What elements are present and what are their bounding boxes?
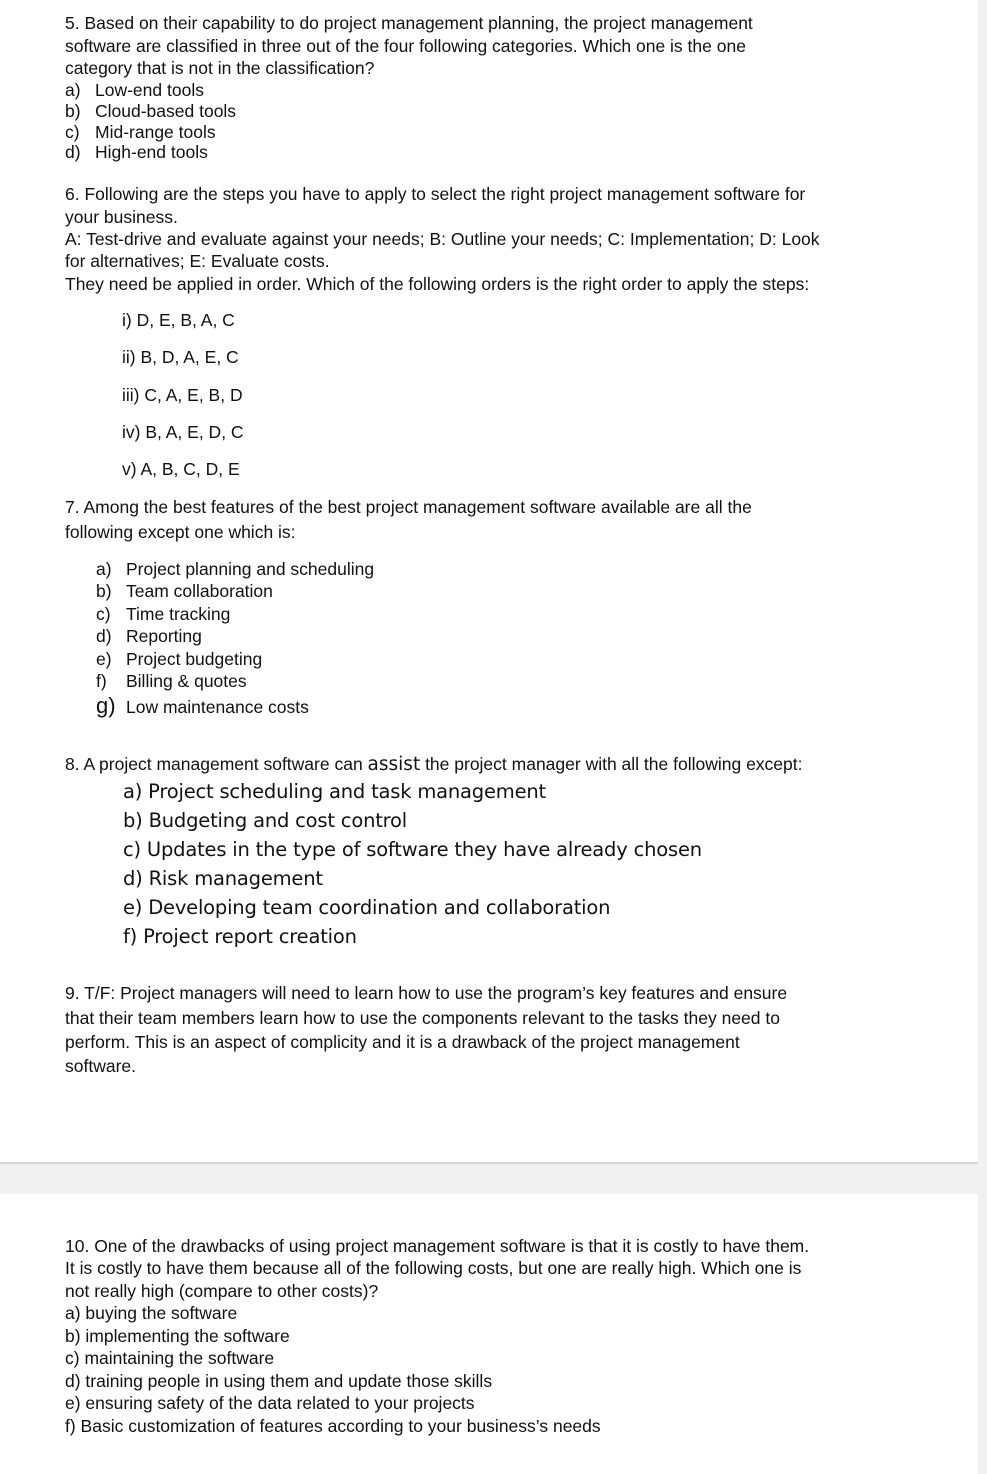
- q7-option-e-text: Project budgeting: [126, 649, 263, 669]
- q7-option-g: [96, 695, 309, 719]
- q7-option-a-text: Project planning and scheduling: [126, 559, 375, 579]
- q8-option-e: e) Developing team coordination and collaboration: [123, 896, 611, 919]
- q6-text-line-5: They need be applied in order. Which of the following orders is the right order to apply the steps:: [65, 274, 810, 294]
- q7-text-line-2: following except one which is:: [65, 522, 296, 542]
- q7-option-c-text: Time tracking: [126, 604, 231, 624]
- q5-option-b-label: b): [65, 101, 81, 121]
- q6-option-ii: ii) B, D, A, E, C: [122, 347, 239, 367]
- q9-text-line-3: perform. This is an aspect of complicity and it is a drawback of the project management: [65, 1032, 740, 1052]
- q10-option-d: d) training people in using them and update those skills: [65, 1371, 493, 1391]
- q5-text-line-3: category that is not in the classification?: [65, 58, 375, 78]
- q10-text-line-3: not really high (compare to other costs)?: [65, 1281, 379, 1301]
- q8-option-d: d) Risk management: [123, 867, 323, 890]
- q5-option-d-label: d): [65, 142, 81, 162]
- q7-option-f: [96, 670, 247, 693]
- q7-option-f-text: Billing & quotes: [126, 671, 247, 691]
- q7-option-d: [96, 625, 202, 648]
- q7-option-c: [96, 603, 230, 626]
- q7-option-a-label: a): [96, 559, 112, 579]
- q10-text-line-2: It is costly to have them because all of the following costs, but one are really high. Which one is: [65, 1258, 802, 1278]
- q7-option-b-text: Team collaboration: [126, 581, 273, 601]
- q8-option-a: a) Project scheduling and task management: [123, 780, 546, 803]
- q9-text-line-1: 9. T/F: Project managers will need to learn how to use the program’s key features and ensure: [65, 983, 788, 1003]
- q8-option-b: b) Budgeting and cost control: [123, 809, 408, 832]
- q7-option-b-label: b): [96, 581, 112, 601]
- q5-text-line-1: 5. Based on their capability to do project management planning, the project management: [65, 13, 753, 33]
- scroll-gutter: [978, 0, 987, 1474]
- q6-option-i: i) D, E, B, A, C: [122, 310, 235, 330]
- q7-option-g-text: Low maintenance costs: [126, 697, 309, 717]
- q7-option-a: [96, 558, 374, 581]
- q7-option-g-label: g): [96, 693, 116, 718]
- q5-option-c-label: c): [65, 122, 80, 142]
- q7-option-d-text: Reporting: [126, 626, 202, 646]
- q5-option-d: [65, 141, 208, 164]
- q10-option-e: e) ensuring safety of the data related to your projects: [65, 1393, 475, 1413]
- q5-text-line-2: software are classified in three out of the four following categories. Which one is the one: [65, 36, 746, 56]
- q7-option-e-label: e): [96, 649, 112, 669]
- q6-option-iii: iii) C, A, E, B, D: [122, 385, 243, 405]
- q7-option-f-label: f): [96, 671, 107, 691]
- q6-option-iv: iv) B, A, E, D, C: [122, 422, 244, 442]
- q7-option-b: [96, 580, 273, 603]
- q9-text-line-4: software.: [65, 1056, 136, 1076]
- q7-option-d-label: d): [96, 626, 112, 646]
- q5-option-d-text: High-end tools: [95, 142, 208, 162]
- q7-text-line-1: 7. Among the best features of the best project management software available are all the: [65, 497, 752, 517]
- q10-option-a: a) buying the software: [65, 1303, 238, 1323]
- q8-option-f: f) Project report creation: [123, 925, 357, 948]
- q8-text-before: 8. A project management software can: [65, 754, 368, 774]
- q6-text-line-2: your business.: [65, 207, 178, 227]
- q6-option-v: v) A, B, C, D, E: [122, 459, 240, 479]
- q6-text-line-4: for alternatives; E: Evaluate costs.: [65, 251, 330, 271]
- q5-option-c-text: Mid-range tools: [95, 122, 216, 142]
- q5-option-a-text: Low-end tools: [95, 80, 204, 100]
- q8-option-c: c) Updates in the type of software they have already chosen: [123, 838, 702, 861]
- q8-question: [65, 753, 803, 777]
- q10-option-f: f) Basic customization of features according to your business’s needs: [65, 1416, 601, 1436]
- q5-option-b: [65, 100, 236, 123]
- q10-option-c: c) maintaining the software: [65, 1348, 275, 1368]
- page-divider: [0, 1162, 978, 1194]
- q7-option-e: [96, 648, 262, 671]
- q7-option-c-label: c): [96, 604, 111, 624]
- q5-option-b-text: Cloud-based tools: [95, 101, 237, 121]
- q9-text-line-2: that their team members learn how to use the components relevant to the tasks they need to: [65, 1008, 780, 1028]
- q10-text-line-1: 10. One of the drawbacks of using project management software is that it is costly to have them.: [65, 1236, 810, 1256]
- q8-text-assist: assist: [367, 754, 421, 775]
- q6-text-line-1: 6. Following are the steps you have to apply to select the right project management software for: [65, 184, 806, 204]
- q8-text-after: the project manager with all the following except:: [420, 754, 803, 774]
- q6-text-line-3: A: Test-drive and evaluate against your needs; B: Outline your needs; C: Implementation; D: Look: [65, 229, 820, 249]
- q5-option-a-label: a): [65, 80, 81, 100]
- q5-option-a: [65, 79, 204, 102]
- q10-option-b: b) implementing the software: [65, 1326, 290, 1346]
